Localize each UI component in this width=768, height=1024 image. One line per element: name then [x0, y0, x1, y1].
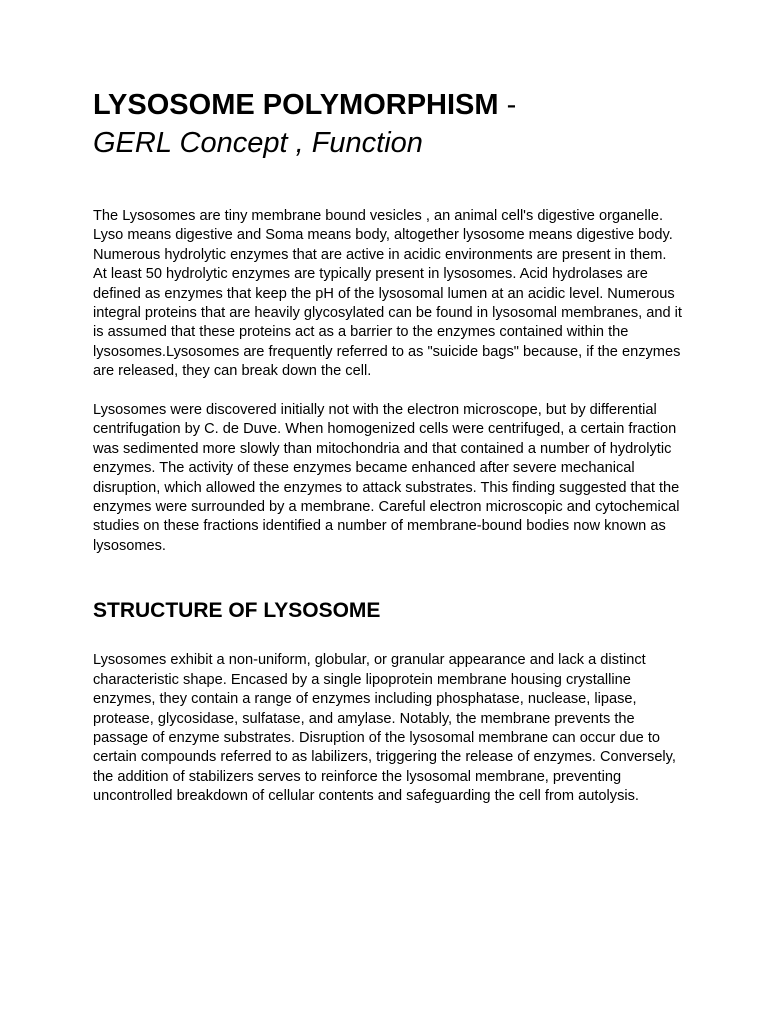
document-title	[93, 86, 683, 124]
intro-paragraph: The Lysosomes are tiny membrane bound vesicles , an animal cell's digestive organelle. Lyso means digestive and Soma means body, altogether lysosome means digestive body. Numerous hydrolytic enzymes that are active in acidic environments are present in them. At least 50 hydrolytic enzymes are typically present in lysosomes. Acid hydrolases are defined as enzymes that keep the pH of the lysosomal lumen at an acidic level. Numerous integral proteins that are heavily glycosylated can be found in lysosomal membranes, and it is assumed that these proteins act as a barrier to the enzymes contained within the lysosomes.Lysosomes are frequently referred to as "suicide bags" because, if the enzymes are released, they can break down the cell.	[93, 208, 682, 380]
section-heading-structure: STRUCTURE OF LYSOSOME	[93, 599, 381, 623]
discovery-paragraph: Lysosomes were discovered initially not with the electron microscope, but by differential centrifugation by C. de Duve. When homogenized cells were centrifuged, a certain fraction was sedimented more slowly than mitochondria and that contained a number of hydrolytic enzymes. The activity of these enzymes became enhanced after severe mechanical disruption, which allowed the enzymes to attack substrates. This finding suggested that the enzymes were surrounded by a membrane. Careful electron microscopic and cytochemical studies on these fractions identified a number of membrane-bound bodies now known as lysosomes.	[93, 402, 680, 554]
title-bold-text: LYSOSOME POLYMORPHISM	[93, 89, 499, 121]
document-page	[93, 86, 683, 807]
structure-paragraph: Lysosomes exhibit a non-uniform, globular, or granular appearance and lack a distinct characteristic shape. Encased by a single lipoprotein membrane housing crystalline enzymes, they contain a range of enzymes including phosphatase, nuclease, lipase, protease, glycosidase, sulfatase, and amylase. Notably, the membrane prevents the passage of enzyme substrates. Disruption of the lysosomal membrane can occur due to certain compounds referred to as labilizers, triggering the release of enzymes. Conversely, the addition of stabilizers serves to reinforce the lysosomal membrane, preventing uncontrolled breakdown of cellular contents and safeguarding the cell from autolysis.	[93, 652, 676, 805]
title-separator: -	[498, 89, 517, 121]
document-subtitle: GERL Concept , Function	[93, 127, 423, 159]
